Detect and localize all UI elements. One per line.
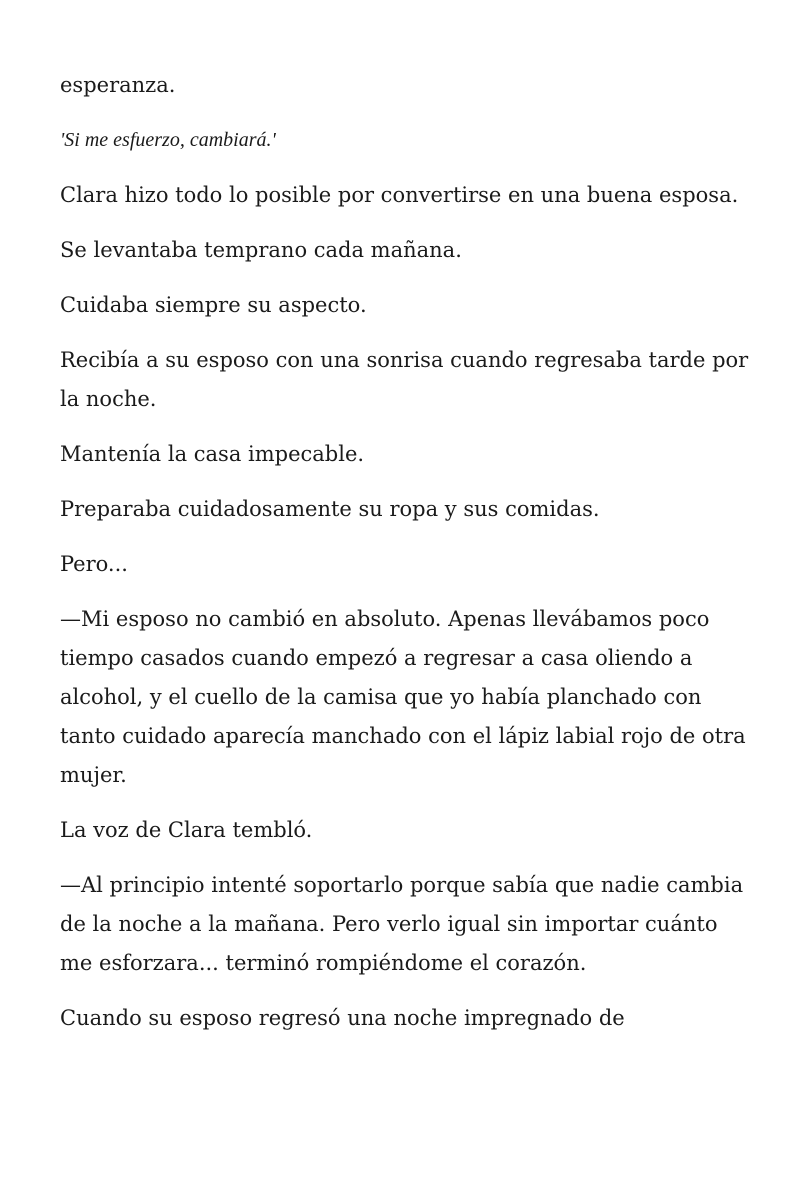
paragraph: Clara hizo todo lo posible por convertirse en una buena esposa.	[60, 183, 739, 207]
paragraph: Preparaba cuidadosamente su ropa y sus comidas.	[60, 497, 600, 521]
paragraph: La voz de Clara tembló.	[60, 818, 313, 842]
paragraph: Recibía a su esposo con una sonrisa cuando regresaba tarde por la noche.	[60, 348, 749, 411]
italic-thought: 'Si me esfuerzo, cambiará.'	[60, 129, 276, 151]
paragraph: Cuidaba siempre su aspecto.	[60, 293, 367, 317]
paragraph: Pero...	[60, 552, 128, 576]
paragraph: Se levantaba temprano cada mañana.	[60, 238, 462, 262]
dialogue-paragraph: —Al principio intenté soportarlo porque sabía que nadie cambia de la noche a la mañana. Pero verlo igual sin importar cuánto me esforzara... terminó rompiéndome el corazón.	[60, 873, 744, 975]
document-page	[60, 66, 750, 1054]
paragraph: Cuando su esposo regresó una noche impregnado de	[60, 1006, 625, 1030]
dialogue-paragraph: —Mi esposo no cambió en absoluto. Apenas llevábamos poco tiempo casados cuando empezó a regresar a casa oliendo a alcohol, y el cuello de la camisa que yo había planchado con tanto cuidado aparecía manchado con el lápiz labial rojo de otra mujer.	[60, 607, 746, 787]
paragraph: esperanza.	[60, 73, 176, 97]
paragraph: Mantenía la casa impecable.	[60, 442, 365, 466]
